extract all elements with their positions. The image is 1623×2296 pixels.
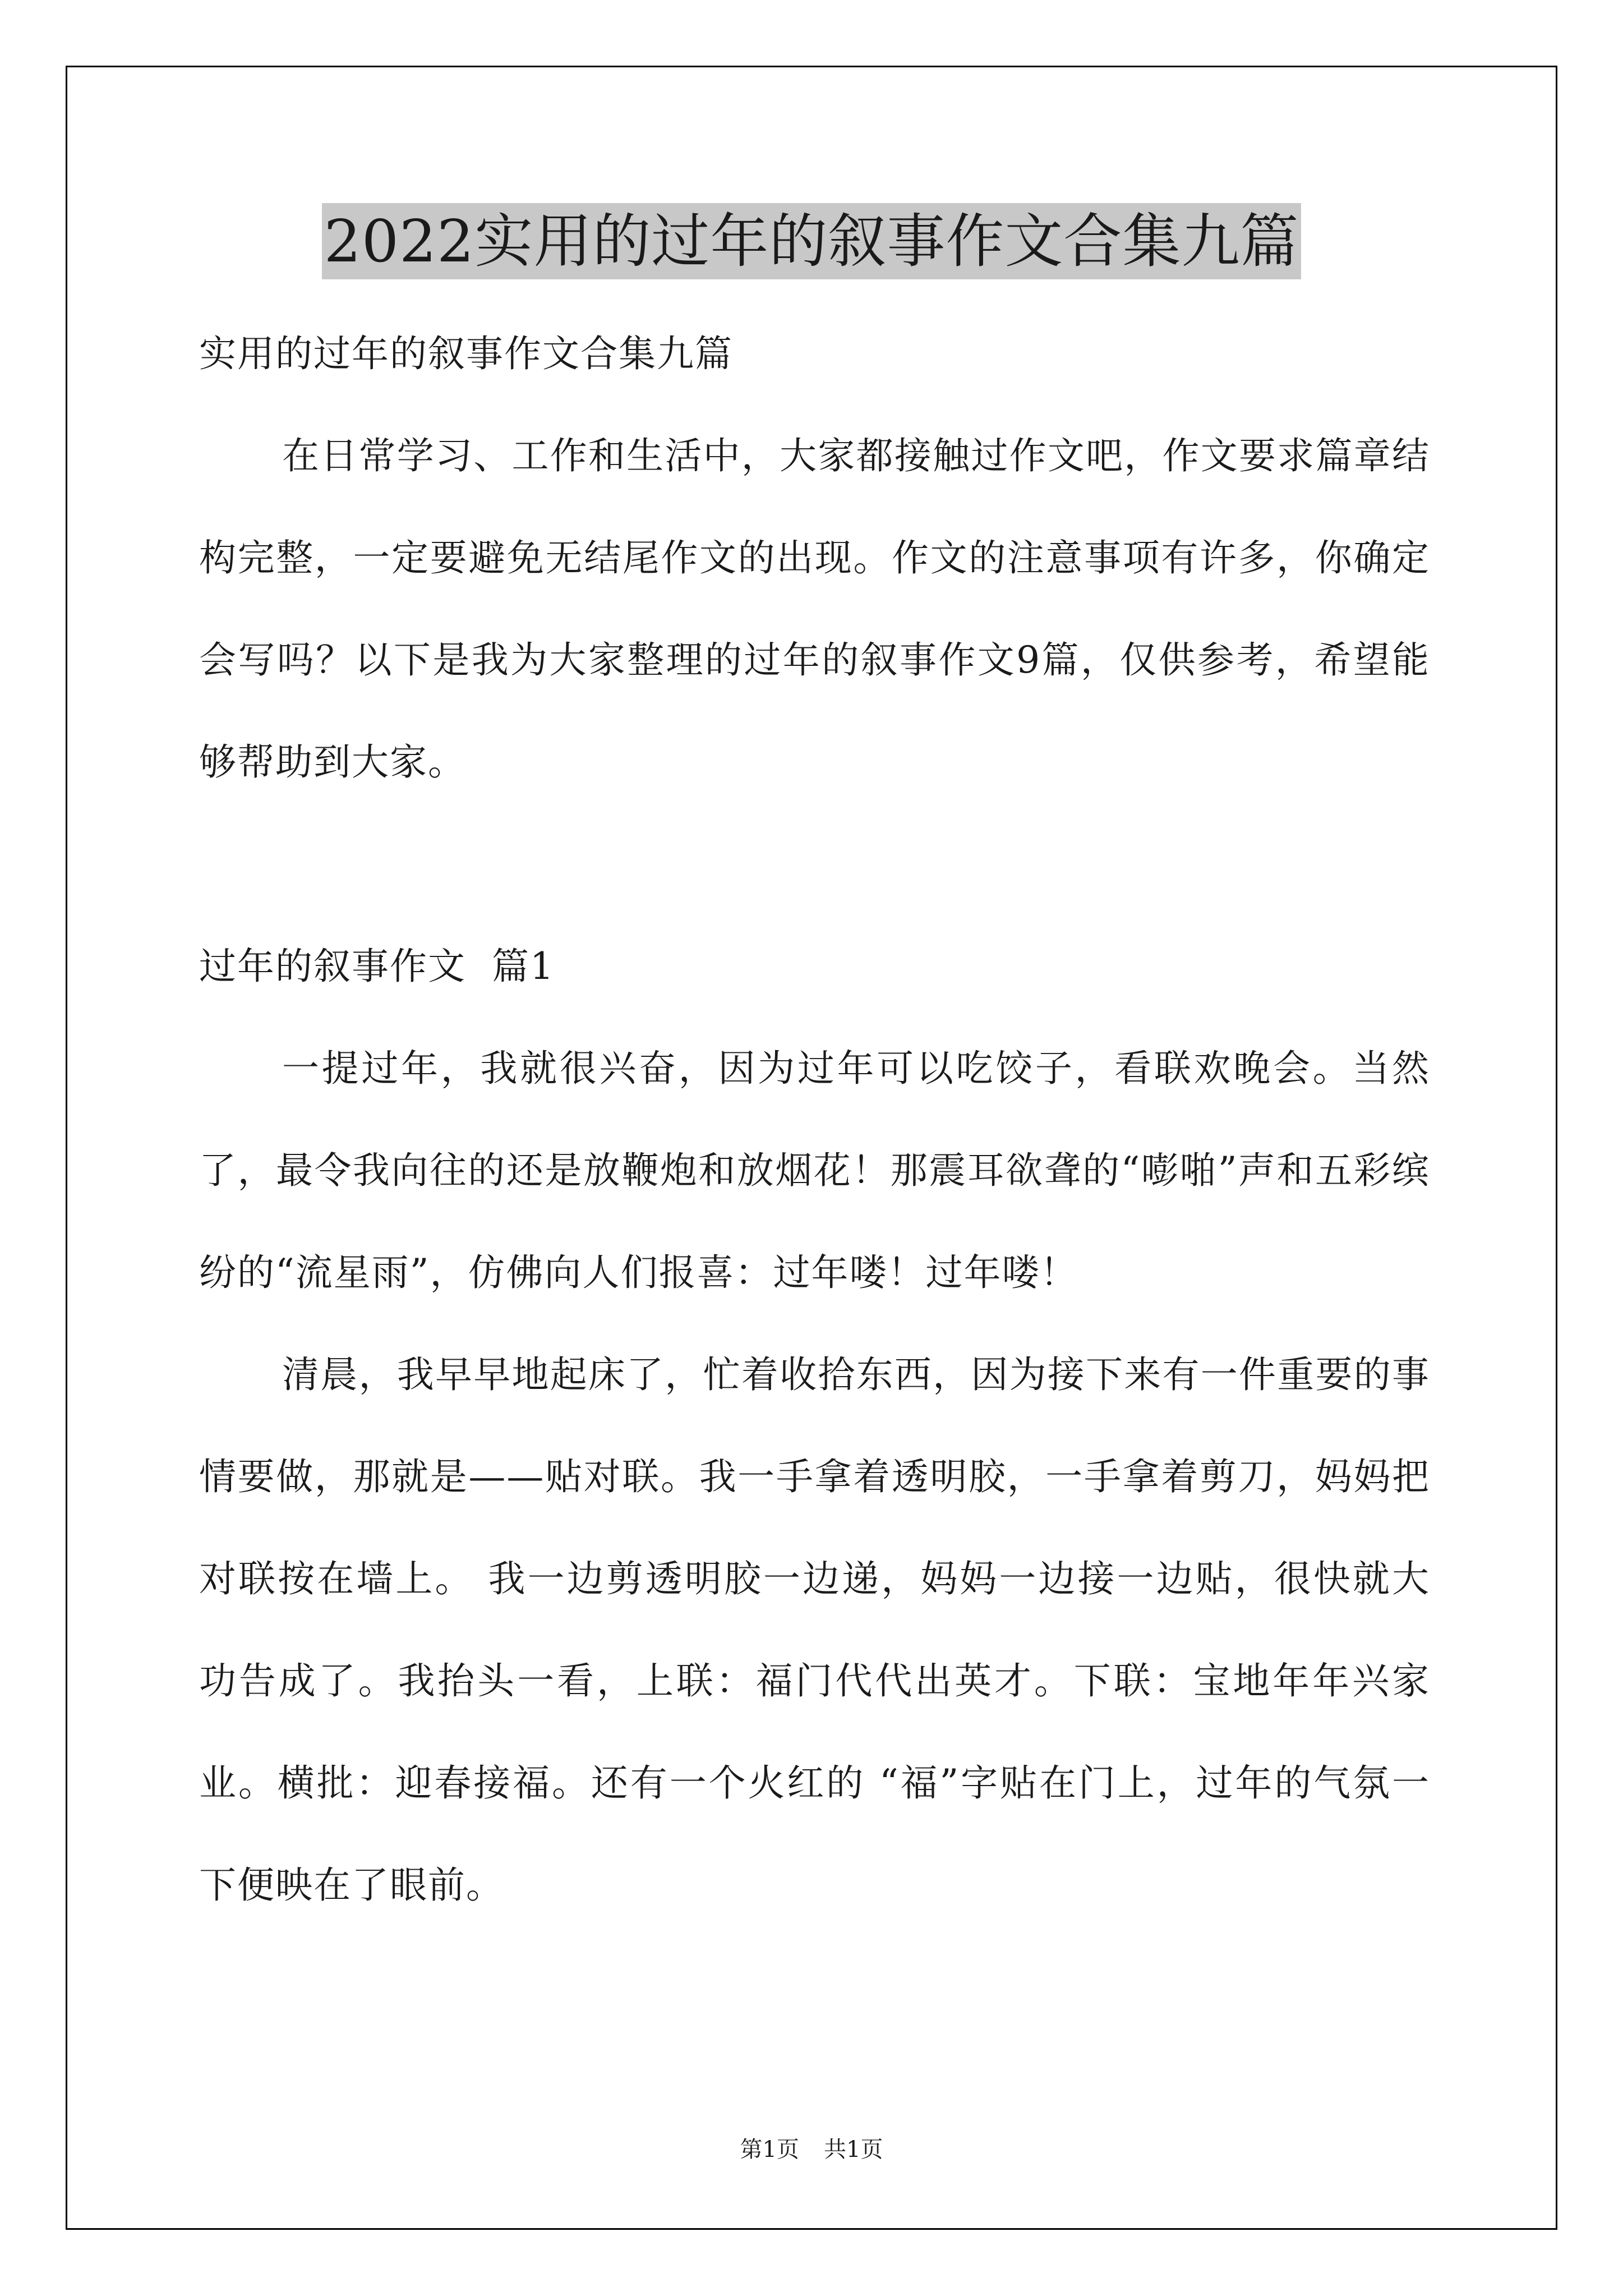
- section-heading: 过年的叙事作文 篇1: [199, 945, 555, 988]
- title-container: [0, 203, 1623, 279]
- page-total: 共1页: [824, 2137, 883, 2162]
- page-footer: [0, 2133, 1623, 2166]
- document-subtitle: 实用的过年的叙事作文合集九篇: [199, 332, 733, 375]
- document-title: 2022实用的过年的叙事作文合集九篇: [322, 203, 1302, 279]
- body-paragraph: 一提过年，我就很兴奋，因为过年可以吃饺子，看联欢晚会。当然了，最令我向往的还是放鞭炮和放烟花！那震耳欲聋的“嘭啪”声和五彩缤纷的“流星雨”，仿佛向人们报喜：过年喽！过年喽！: [199, 1047, 1430, 1294]
- page-number: 第1页: [740, 2137, 799, 2162]
- body-paragraph: 清晨，我早早地起床了，忙着收拾东西，因为接下来有一件重要的事情要做，那就是——贴对联。我一手拿着透明胶，一手拿着剪刀，妈妈把对联按在墙上。 我一边剪透明胶一边递，妈妈一边接一边贴，很快就大功告成了。我抬头一看，上联：福门代代出英才。下联：宝地年年兴家业。横批：迎春接福。还有一个火红的 “福”字贴在门上，过年的气氛一下便映在了眼前。: [199, 1353, 1430, 1907]
- document-body: [199, 303, 1430, 1936]
- intro-paragraph: 在日常学习、工作和生活中，大家都接触过作文吧，作文要求篇章结构完整，一定要避免无结尾作文的出现。作文的注意事项有许多，你确定会写吗？以下是我为大家整理的过年的叙事作文9篇，仅供参考，希望能够帮助到大家。: [199, 434, 1430, 784]
